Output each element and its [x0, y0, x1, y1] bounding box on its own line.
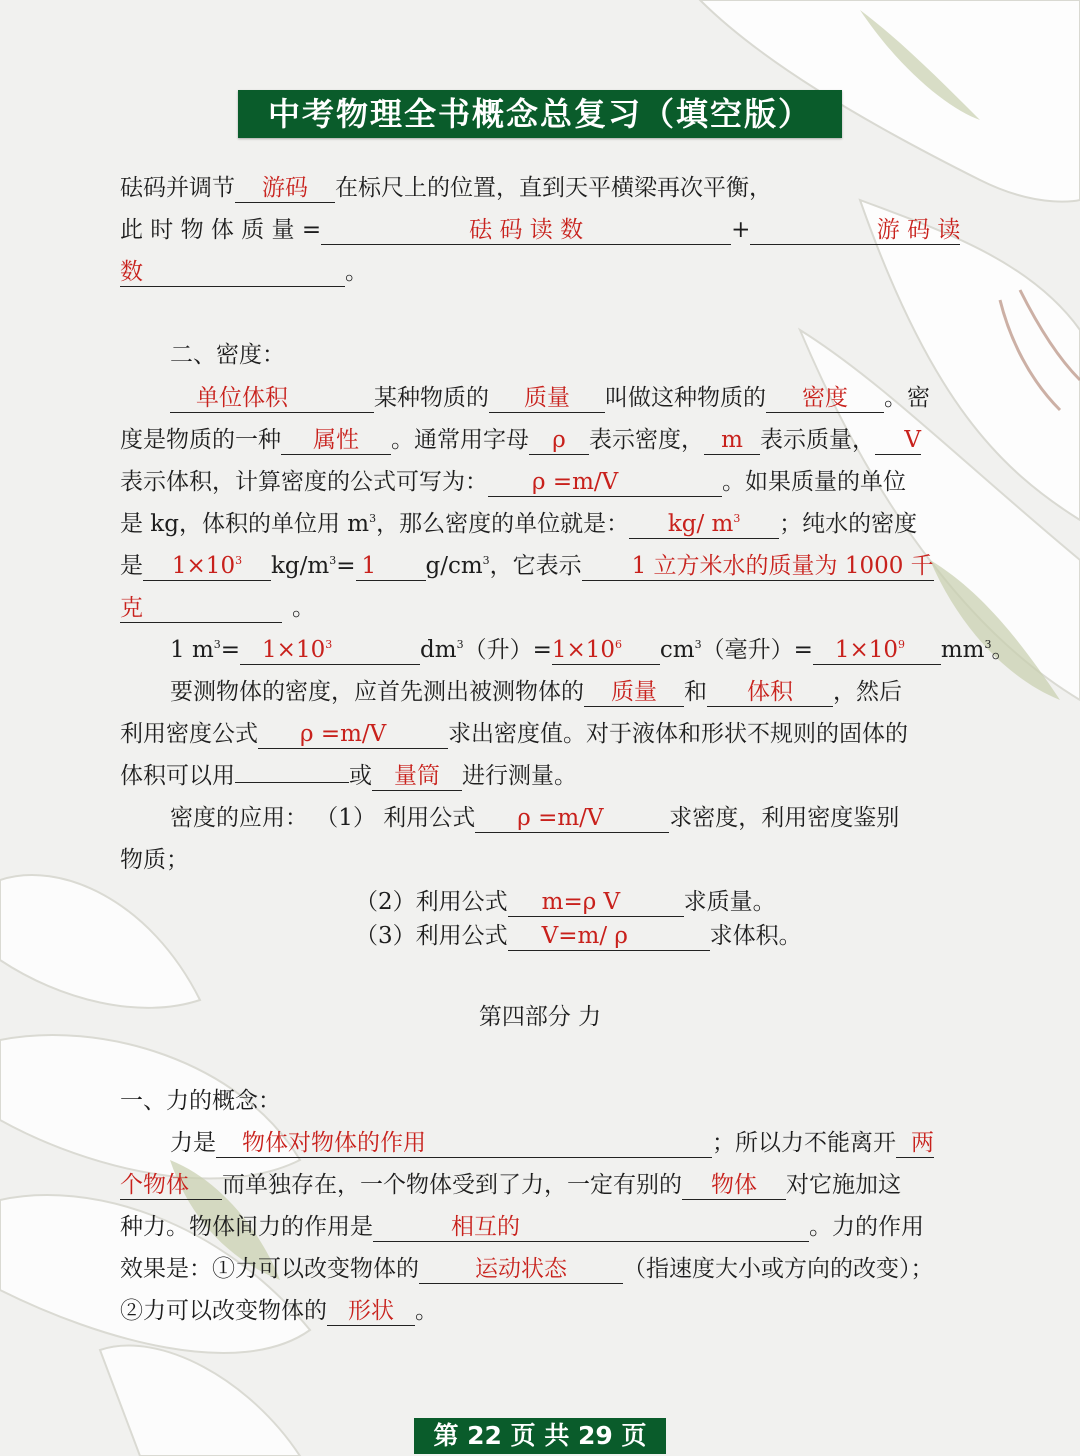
text: 。密: [884, 385, 930, 411]
answer-blank: [235, 782, 349, 783]
text: ；纯水的密度: [779, 511, 918, 537]
text-line: [120, 1254, 965, 1284]
answer-blank: ρ =m/V: [258, 720, 448, 749]
text-line: [170, 1128, 965, 1158]
answer-blank: 数: [120, 258, 345, 287]
text: （毫升）=: [701, 637, 813, 663]
answer-blank: 密度: [766, 384, 884, 413]
superscript: 9: [898, 638, 906, 651]
answer-text: 1×10: [262, 637, 326, 663]
answer-blank: [629, 510, 779, 539]
answer-blank: 属性: [281, 426, 391, 455]
text-line: [120, 215, 965, 245]
superscript: 3: [369, 512, 377, 525]
text: （2）利用公式: [355, 889, 508, 915]
text-line: [120, 257, 965, 287]
text: g/cm: [425, 553, 483, 579]
text: ；所以力不能离开: [712, 1130, 896, 1156]
text: 求体积。: [709, 923, 802, 949]
superscript: 6: [615, 638, 623, 651]
answer-blank: [240, 636, 420, 665]
text: 。: [292, 595, 315, 621]
superscript: 3: [325, 638, 333, 651]
text-line: [120, 1170, 965, 1200]
text: ，然后: [833, 679, 902, 705]
text: dm: [420, 637, 457, 663]
text: 叫做这种物质的: [605, 385, 766, 411]
answer-blank: 个物体: [120, 1171, 222, 1200]
superscript: 3: [733, 512, 741, 525]
text: 表示体积，计算密度的公式可写为：: [120, 469, 488, 495]
text: 。通常用字母: [391, 427, 529, 453]
text: 。: [345, 259, 368, 285]
text-line: [170, 677, 965, 707]
section-heading: 二、密度：: [170, 342, 285, 368]
superscript: 3: [694, 638, 702, 651]
text-line: [170, 635, 1015, 665]
text-line: [120, 467, 965, 497]
text: cm: [659, 637, 695, 663]
answer-blank: ρ: [529, 426, 589, 455]
answer-text: 1×10: [171, 553, 236, 579]
answer-blank: V: [875, 426, 921, 455]
text-line: [120, 425, 965, 455]
answer-blank: [813, 636, 941, 665]
text: 密度的应用： （1） 利用公式: [170, 805, 476, 831]
superscript: 3: [235, 554, 243, 567]
answer-blank: 物体: [682, 1171, 786, 1200]
answer-text: kg/ m: [667, 511, 734, 537]
answer-blank: 量筒: [372, 762, 462, 791]
text: 求质量。: [683, 889, 776, 915]
text: 某种物质的: [374, 385, 489, 411]
text: 而单独存在，一个物体受到了力，一定有别的: [222, 1172, 682, 1198]
text: =: [220, 637, 241, 663]
page-number-footer: 第 22 页 共 29 页: [414, 1418, 666, 1454]
answer-blank: V=m/ ρ: [508, 922, 710, 951]
text: 要测物体的密度，应首先测出被测物体的: [170, 679, 584, 705]
text: ，那么密度的单位就是：: [376, 511, 630, 537]
text-line: [170, 383, 965, 413]
answer-blank: 体积: [707, 678, 833, 707]
text: 。力的作用: [809, 1214, 924, 1240]
text: （3）利用公式: [355, 923, 508, 949]
answer-blank: 两: [896, 1129, 934, 1158]
text-line: [120, 173, 965, 203]
text: 。: [991, 637, 1015, 663]
answer-blank: 1 立方米水的质量为 1000 千: [582, 552, 934, 581]
text: 度是物质的一种: [120, 427, 281, 453]
text: +: [731, 217, 751, 243]
text-line: [120, 551, 965, 581]
text: 和: [684, 679, 707, 705]
text-line: [120, 509, 965, 539]
text: =: [336, 553, 356, 579]
answer-blank: ρ =m/V: [488, 468, 722, 497]
answer-text: 1×10: [834, 637, 899, 663]
text-line: 物质；: [120, 847, 189, 873]
answer-blank: m: [704, 426, 760, 455]
text: 此 时 物 体 质 量 =: [120, 217, 322, 243]
text: 力是: [170, 1130, 216, 1156]
text-line: [355, 887, 965, 917]
superscript: 3: [213, 638, 221, 651]
text: 在标尺上的位置，直到天平横梁再次平衡，: [335, 175, 772, 201]
text-line: [120, 1296, 965, 1326]
answer-blank: m=ρ V: [508, 888, 684, 917]
answer-blank: 质量: [584, 678, 684, 707]
answer-blank: [143, 552, 271, 581]
text-line: [170, 803, 965, 833]
answer-blank: 克: [120, 594, 282, 623]
text: 1 m: [170, 637, 214, 663]
text: mm: [940, 637, 985, 663]
answer-blank: ρ =m/V: [475, 804, 669, 833]
text: 求出密度值。对于液体和形状不规则的固体的: [448, 721, 908, 747]
superscript: 3: [984, 638, 992, 651]
text-line: [120, 593, 965, 623]
text: 是: [120, 553, 143, 579]
answer-text: 1×10: [551, 637, 616, 663]
text: 砝码并调节: [120, 175, 235, 201]
text: 求密度，利用密度鉴别: [669, 805, 900, 831]
text: 种力。物体间力的作用是: [120, 1214, 373, 1240]
section-heading: 一、力的概念：: [120, 1088, 281, 1114]
text: 对它施加这: [786, 1172, 901, 1198]
text-line: [355, 921, 965, 951]
superscript: 3: [456, 638, 464, 651]
answer-blank: 质量: [489, 384, 605, 413]
text: （升）=: [463, 637, 552, 663]
part-heading: 第四部分 力: [478, 1004, 602, 1030]
superscript: 3: [482, 554, 490, 567]
answer-blank: 游 码 读: [750, 216, 960, 245]
answer-blank: 砝 码 读 数: [321, 216, 731, 245]
text: 是 kg，体积的单位用 m: [120, 511, 370, 537]
answer-blank: 形状: [327, 1297, 415, 1326]
answer-blank: 相互的: [373, 1213, 809, 1242]
text: ，它表示: [489, 553, 582, 579]
text: kg/m: [271, 553, 330, 579]
answer-blank: 运动状态: [419, 1255, 623, 1284]
text: 或: [349, 763, 372, 789]
text: 体积可以用: [120, 763, 235, 789]
text-line: [120, 719, 965, 749]
page-title: 中考物理全书概念总复习（填空版）: [238, 90, 842, 138]
text: 利用密度公式: [120, 721, 258, 747]
answer-blank: 物体对物体的作用: [216, 1129, 712, 1158]
text-line: [120, 1212, 965, 1242]
text: ②力可以改变物体的: [120, 1298, 327, 1324]
answer-blank: [552, 636, 660, 665]
answer-blank: 1: [356, 552, 426, 581]
answer-blank: 单位体积: [170, 384, 374, 413]
answer-blank: 游码: [235, 174, 335, 203]
text: （指速度大小或方向的改变）；: [623, 1256, 934, 1282]
text: 表示密度，: [589, 427, 704, 453]
superscript: 3: [329, 554, 337, 567]
text: 效果是：①力可以改变物体的: [120, 1256, 419, 1282]
text-line: [120, 761, 965, 791]
text: 表示质量，: [760, 427, 875, 453]
text: 。: [415, 1298, 438, 1324]
text: 进行测量。: [462, 763, 577, 789]
text: 。如果质量的单位: [722, 469, 906, 495]
